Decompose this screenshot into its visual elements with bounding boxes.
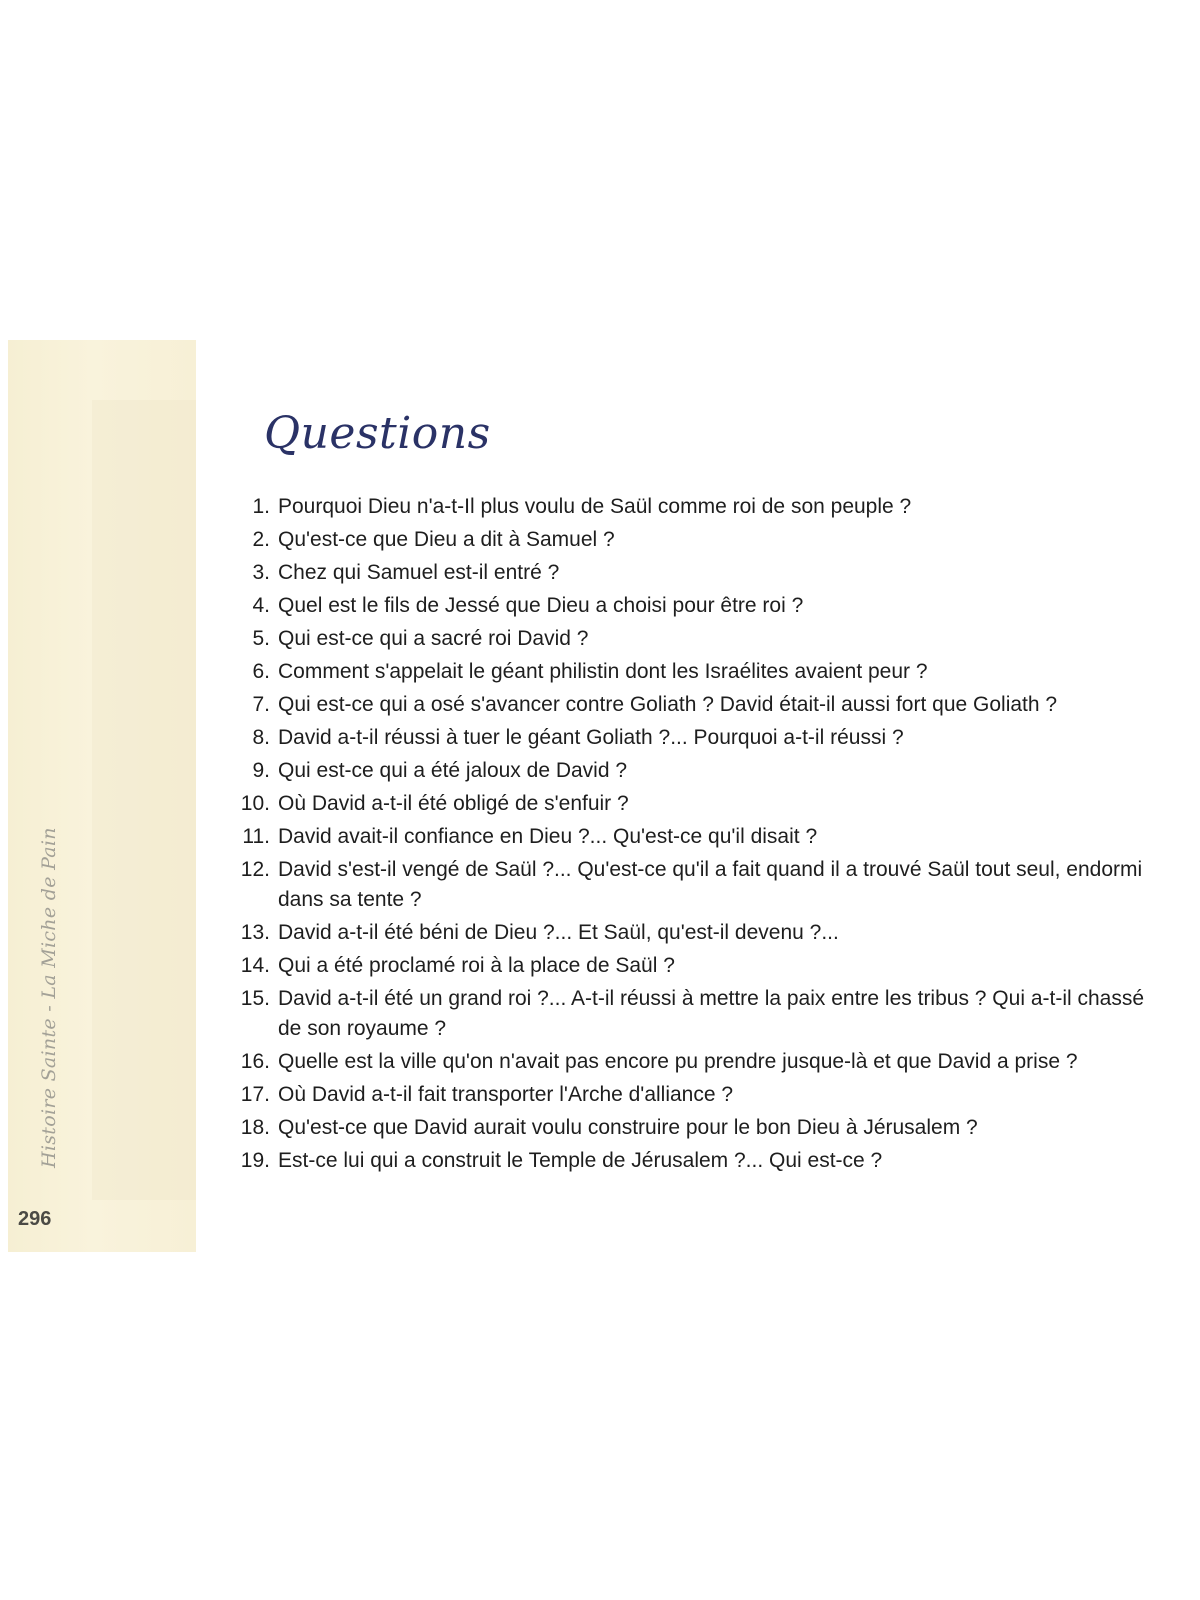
question-item xyxy=(232,789,1172,819)
question-text: David avait-il confiance en Dieu ?... Qu'est-ce qu'il disait ? xyxy=(278,825,818,848)
question-item xyxy=(232,822,1172,852)
question-number: 13. xyxy=(240,921,270,944)
margin-band-shade xyxy=(92,400,196,1200)
question-text: David s'est-il vengé de Saül ?... Qu'est-ce qu'il a fait quand il a trouvé Saül tout seul, endormi dans sa tente ? xyxy=(278,858,1143,911)
question-number: 3. xyxy=(252,561,270,584)
question-text: Chez qui Samuel est-il entré ? xyxy=(278,561,560,584)
question-item xyxy=(232,690,1172,720)
question-text: Qu'est-ce que Dieu a dit à Samuel ? xyxy=(278,528,615,551)
question-text: David a-t-il réussi à tuer le géant Goliath ?... Pourquoi a-t-il réussi ? xyxy=(278,726,904,749)
question-text: David a-t-il été béni de Dieu ?... Et Saül, qu'est-il devenu ?... xyxy=(278,921,839,944)
question-number: 18. xyxy=(240,1116,270,1139)
questions-list xyxy=(232,492,1172,1179)
page-title: Questions xyxy=(264,408,491,459)
question-item xyxy=(232,723,1172,753)
page-margin-band xyxy=(8,340,196,1252)
question-number: 19. xyxy=(240,1149,270,1172)
question-text: Quel est le fils de Jessé que Dieu a choisi pour être roi ? xyxy=(278,594,804,617)
question-number: 14. xyxy=(240,954,270,977)
question-number: 11. xyxy=(242,825,270,848)
question-item xyxy=(232,558,1172,588)
question-item xyxy=(232,1113,1172,1143)
running-title: Histoire Sainte - La Miche de Pain xyxy=(38,827,60,1168)
question-number: 15. xyxy=(240,987,270,1010)
question-text: Qui est-ce qui a sacré roi David ? xyxy=(278,627,589,650)
question-number: 9. xyxy=(252,759,270,782)
question-text: Qui est-ce qui a été jaloux de David ? xyxy=(278,759,628,782)
question-text: Comment s'appelait le géant philistin dont les Israélites avaient peur ? xyxy=(278,660,928,683)
question-text: Où David a-t-il fait transporter l'Arche d'alliance ? xyxy=(278,1083,734,1106)
question-text: David a-t-il été un grand roi ?... A-t-il réussi à mettre la paix entre les tribus ? Qui a-t-il chassé de son royaume ? xyxy=(278,987,1145,1040)
question-number: 12. xyxy=(240,858,270,881)
question-text: Qu'est-ce que David aurait voulu construire pour le bon Dieu à Jérusalem ? xyxy=(278,1116,978,1139)
question-number: 6. xyxy=(252,660,270,683)
question-item xyxy=(232,855,1172,915)
question-item xyxy=(232,492,1172,522)
question-number: 17. xyxy=(240,1083,270,1106)
question-text: Quelle est la ville qu'on n'avait pas encore pu prendre jusque-là et que David a prise ? xyxy=(278,1050,1078,1073)
question-item xyxy=(232,624,1172,654)
question-number: 2. xyxy=(252,528,270,551)
question-number: 1. xyxy=(252,495,270,518)
page-number: 296 xyxy=(18,1208,52,1230)
question-item xyxy=(232,657,1172,687)
question-item xyxy=(232,984,1172,1044)
question-text: Est-ce lui qui a construit le Temple de Jérusalem ?... Qui est-ce ? xyxy=(278,1149,883,1172)
question-number: 8. xyxy=(252,726,270,749)
question-number: 7. xyxy=(252,693,270,716)
question-text: Qui a été proclamé roi à la place de Saül ? xyxy=(278,954,675,977)
question-text: Qui est-ce qui a osé s'avancer contre Goliath ? David était-il aussi fort que Goliath ? xyxy=(278,693,1058,716)
question-item xyxy=(232,1047,1172,1077)
question-text: Où David a-t-il été obligé de s'enfuir ? xyxy=(278,792,629,815)
question-item xyxy=(232,1080,1172,1110)
question-text: Pourquoi Dieu n'a-t-Il plus voulu de Saül comme roi de son peuple ? xyxy=(278,495,912,518)
question-number: 4. xyxy=(252,594,270,617)
question-item xyxy=(232,756,1172,786)
question-number: 5. xyxy=(252,627,270,650)
question-item xyxy=(232,525,1172,555)
question-item xyxy=(232,1146,1172,1176)
question-item xyxy=(232,951,1172,981)
question-number: 10. xyxy=(240,792,270,815)
question-item xyxy=(232,918,1172,948)
question-number: 16. xyxy=(240,1050,270,1073)
question-item xyxy=(232,591,1172,621)
